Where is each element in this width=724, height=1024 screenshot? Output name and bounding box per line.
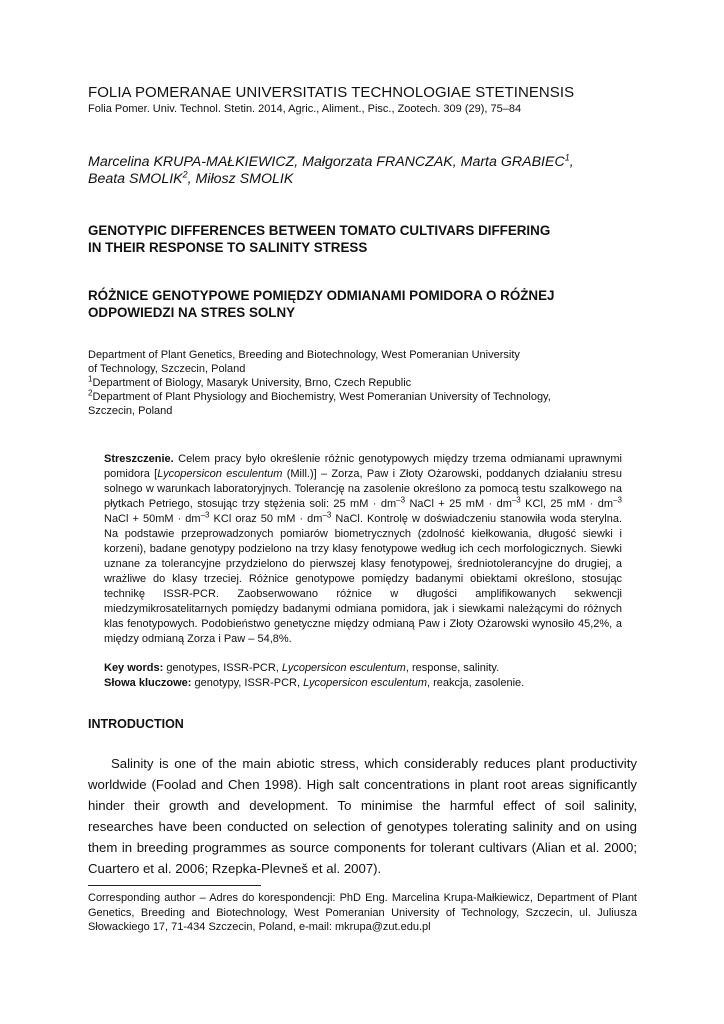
affiliation-line: Szczecin, Poland: [88, 405, 173, 417]
affiliation-text: Department of Biology, Masaryk University, Brno, Czech Republic: [92, 377, 412, 389]
keywords-label: Słowa kluczowe:: [104, 677, 192, 689]
article-title-english: [88, 222, 648, 256]
abstract-text: NaCl + 50mM · dm: [104, 513, 201, 525]
species-name: Lycopersicon esculentum: [281, 662, 406, 674]
affiliation-line: of Technology, Szczecin, Poland: [88, 363, 246, 375]
author-text: , Miłosz SMOLIK: [187, 171, 294, 187]
title-line: IN THEIR RESPONSE TO SALINITY STRESS: [88, 240, 368, 255]
affiliation-marker: 1: [564, 152, 570, 163]
affiliation-marker: 2: [88, 388, 93, 398]
exponent: –3: [511, 495, 521, 505]
exponent: –3: [200, 510, 210, 520]
exponent: –3: [322, 510, 332, 520]
section-heading-introduction: INTRODUCTION: [88, 717, 184, 731]
keywords-polish: [104, 676, 622, 691]
author-text: Beata SMOLIK: [88, 171, 183, 187]
article-title-polish: [88, 287, 648, 321]
journal-title: FOLIA POMERANAE UNIVERSITATIS TECHNOLOGIAE STETINENSIS: [88, 84, 575, 101]
exponent: –3: [613, 495, 622, 505]
exponent: –3: [396, 495, 406, 505]
title-line: RÓŻNICE GENOTYPOWE POMIĘDZY ODMIANAMI POMIDORA O RÓŻNEJ: [88, 288, 555, 303]
affiliation-line: Department of Plant Genetics, Breeding and Biotechnology, West Pomeranian University: [88, 349, 520, 361]
title-line: ODPOWIEDZI NA STRES SOLNY: [88, 305, 296, 320]
introduction-paragraph: Salinity is one of the main abiotic stress, which considerably reduces plant productivity worldwide (Foolad and Chen 1998). High salt concentrations in plant root areas significantly hinder their growth and development. To minimise the harmful effect of soil salinity, researches have been conducted on selection of genotypes tolerating salinity and on using them in breeding programmes as source components for tolerant cultivars (Alian et al. 2000; Cuartero et al. 2006; Rzepka-Plevneš et al. 2007).: [88, 756, 637, 876]
abstract-text: KCl oraz 50 mM · dm: [209, 513, 323, 525]
corresponding-author-footnote: Corresponding author – Adres do korespondencji: PhD Eng. Marcelina Krupa-Małkiewicz, Department of Plant Genetics, Breeding and Biotechnology, West Pomeranian University of Technology, Szczecin, ul. Juliusza Słowackiego 17, 71-434 Szczecin, Poland, e-mail: mkrupa@zut.edu.pl: [88, 892, 637, 933]
author-line: [88, 154, 648, 171]
footnote-divider: [88, 885, 261, 886]
abstract: [104, 452, 622, 647]
affiliation-line: [88, 390, 648, 404]
abstract-text: Celem pracy było określenie różnic genotypowych między trzema odmianami uprawnymi pomidora [: [104, 453, 622, 480]
species-name: Lycopersicon esculentum: [157, 468, 283, 480]
affiliation-marker: 2: [182, 169, 188, 180]
keywords-english: [104, 661, 622, 676]
affiliation-marker: 1: [88, 374, 93, 384]
abstract-text: (Mill.)] – Zorza, Paw i Złoty Ożarowski, poddanych działaniu stresu solnego w warunkach laboratoryjnych. Tolerancję na zasolenie określono za pomocą testu szalkowego na płytkach Petriego, stosując trzy stężenia soli: 25 mM · dm: [104, 468, 623, 510]
keywords-label: Key words:: [104, 662, 164, 674]
abstract-text: NaCl. Kontrolę w doświadczeniu stanowiła woda sterylna. Na podstawie przeprowadzonych pomiarów biometrycznych (zdolność kiełkowania, długość siewki i korzeni), badane genotypy podzielono na trzy klasy fenotypowe według ich cech morfologicznych. Siewki uznane za tolerancyjne przydzielono do pierwszej klasy fenotypowej, średniotolerancyjne do drugiej, a wrażliwe do klasy trzeciej. Różnice genotypowe pomiędzy badanymi obiektami określono, stosując technikę ISSR-PCR. Zaobserwowano różnice w długości amplifikowanych sekwencji miedzymikrosatelitarnych pomiędzy badanymi odmiana pomidora, jak i siewkami należącymi do różnych klas fenotypowych. Podobieństwo genetyczne między odmianą Paw i Złoty Ożarowski wynosiło 45,2%, a między odmianą Zorza i Paw – 54,8%.: [104, 513, 623, 645]
keywords-text: genotypes, ISSR-PCR,: [163, 662, 282, 674]
affiliations: [88, 348, 648, 418]
title-line: GENOTYPIC DIFFERENCES BETWEEN TOMATO CULTIVARS DIFFERING: [88, 223, 551, 238]
keywords-text: genotypy, ISSR-PCR,: [191, 677, 304, 689]
author-text: ,: [569, 154, 574, 170]
keywords: [104, 661, 622, 691]
author-line: [88, 171, 648, 188]
abstract-text: KCl, 25 mM · dm: [520, 498, 614, 510]
species-name: Lycopersicon esculentum: [303, 677, 428, 689]
author-text: Marcelina KRUPA-MAŁKIEWICZ, Małgorzata FRANCZAK, Marta GRABIEC: [88, 154, 565, 170]
affiliation-text: Department of Plant Physiology and Biochemistry, West Pomeranian University of Technology,: [92, 391, 551, 403]
keywords-text: , reakcja, zasolenie.: [427, 677, 525, 689]
keywords-text: , response, salinity.: [405, 662, 500, 674]
abstract-text: NaCl + 25 mM · dm: [405, 498, 512, 510]
affiliation-line: [88, 376, 648, 390]
abstract-label: Streszczenie.: [104, 453, 174, 465]
author-list: [88, 154, 648, 188]
journal-citation: Folia Pomer. Univ. Technol. Stetin. 2014, Agric., Aliment., Pisc., Zootech. 309 (29), 75–84: [88, 103, 522, 115]
